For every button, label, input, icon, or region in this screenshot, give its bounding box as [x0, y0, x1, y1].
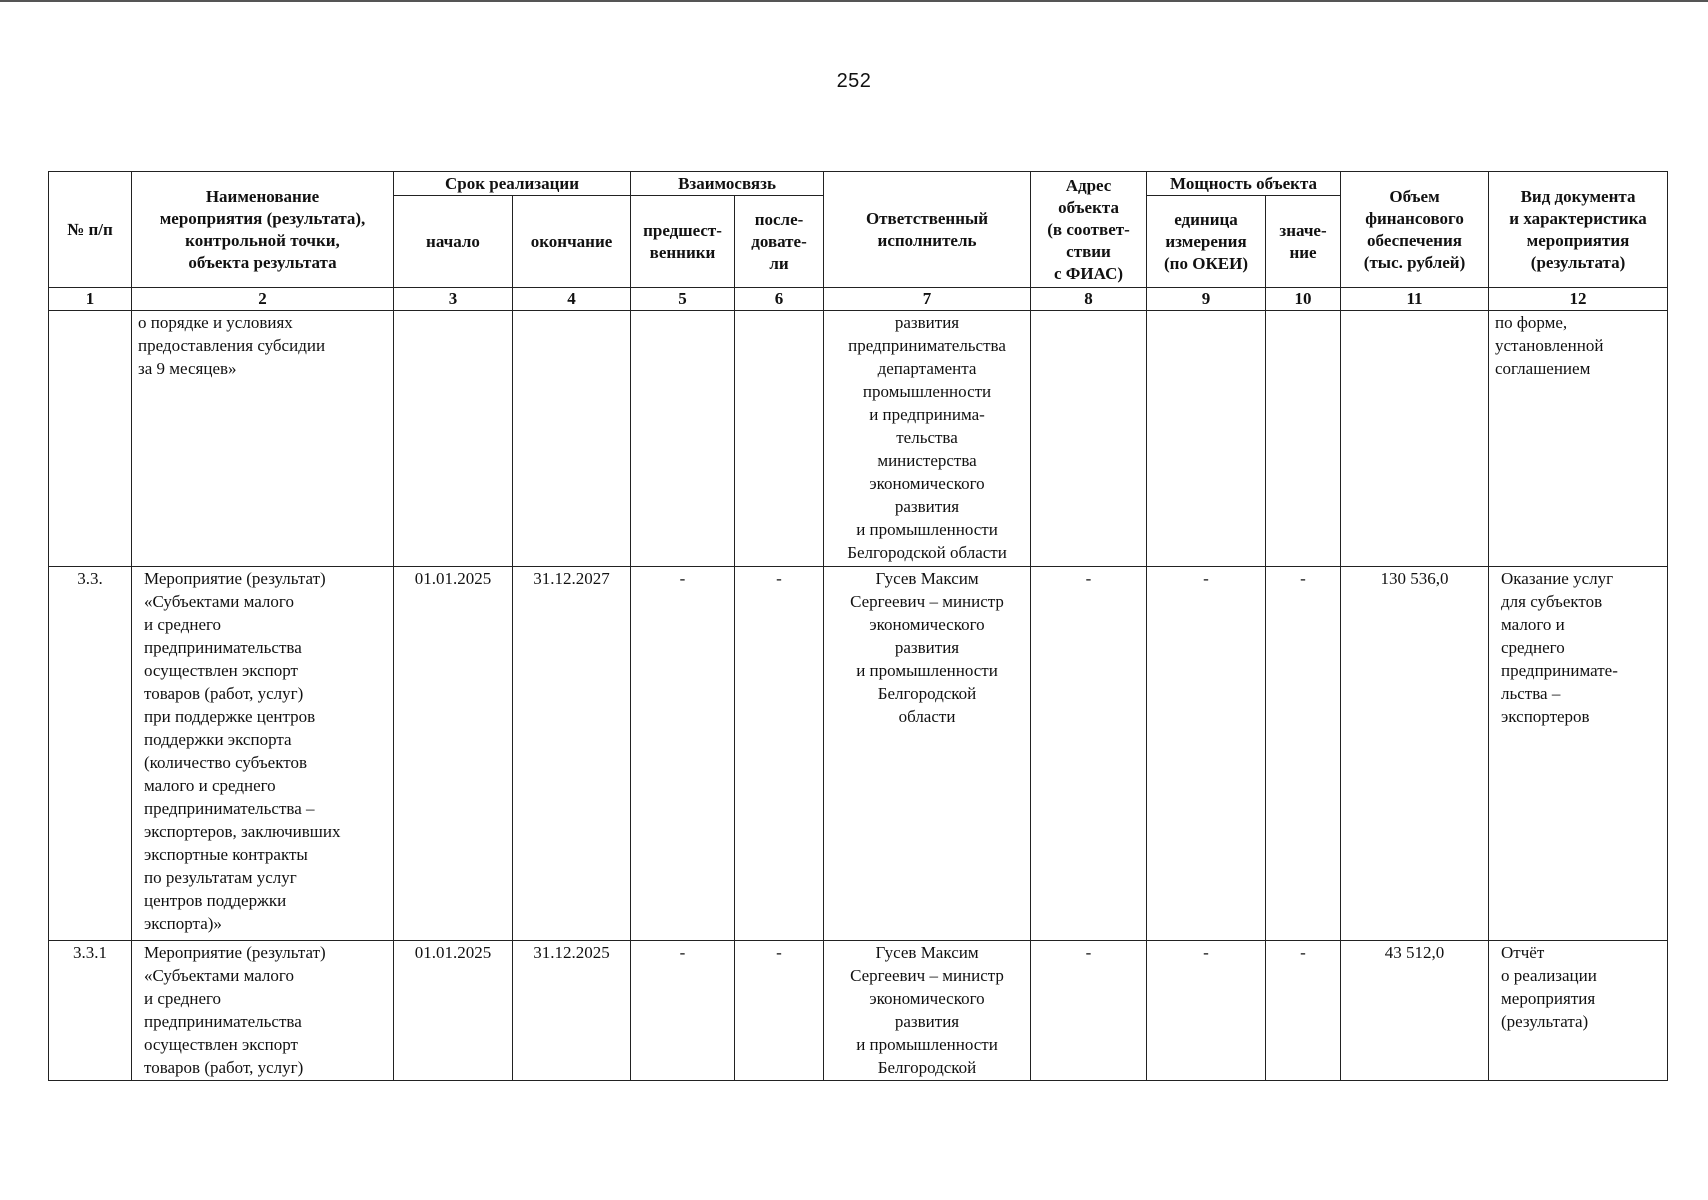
column-number: 4 [513, 288, 631, 311]
column-numbers-row [49, 288, 1668, 311]
row-next [735, 311, 824, 567]
row-finance: 130 536,0 [1341, 567, 1489, 941]
row-name: Мероприятие (результат) «Субъектами малого и среднего предпринимательства осуществлен экспорт товаров (работ, услуг) при поддержке центров поддержки экспорта (количество субъектов малого и среднего предпринимательства – экспортеров, заключивших экспортные контракты по результатам услуг центров поддержки экспорта)» [132, 567, 394, 941]
header-term-start: начало [394, 196, 513, 288]
column-number: 11 [1341, 288, 1489, 311]
header-capacity: Мощность объекта [1147, 172, 1341, 196]
table-header [49, 172, 1668, 311]
header-address: Адрес объекта (в соответ- ствии с ФИАС) [1031, 172, 1147, 288]
header-term: Срок реализации [394, 172, 631, 196]
row-start: 01.01.2025 [394, 941, 513, 1081]
header-link: Взаимосвязь [631, 172, 824, 196]
header-link-prev: предшест- венники [631, 196, 735, 288]
header-name: Наименование мероприятия (результата), контрольной точки, объекта результата [132, 172, 394, 288]
row-next: - [735, 567, 824, 941]
row-finance: 43 512,0 [1341, 941, 1489, 1081]
header-finance: Объем финансового обеспечения (тыс. рублей) [1341, 172, 1489, 288]
row-value: - [1266, 941, 1341, 1081]
row-responsible: развития предпринимательства департамента промышленности и предпринима- тельства министерства экономического развития и промышленности Белгородской области [824, 311, 1031, 567]
row-end: 31.12.2027 [513, 567, 631, 941]
column-number: 3 [394, 288, 513, 311]
row-address: - [1031, 567, 1147, 941]
row-finance [1341, 311, 1489, 567]
top-rule [0, 0, 1708, 2]
row-value: - [1266, 567, 1341, 941]
row-address [1031, 311, 1147, 567]
header-link-next: после- довате- ли [735, 196, 824, 288]
column-number: 5 [631, 288, 735, 311]
table-row [49, 567, 1668, 941]
row-unit [1147, 311, 1266, 567]
row-num [49, 311, 132, 567]
column-number: 8 [1031, 288, 1147, 311]
row-doc: по форме, установленной соглашением [1489, 311, 1668, 567]
row-responsible: Гусев Максим Сергеевич – министр экономического развития и промышленности Белгородской области [824, 567, 1031, 941]
row-num: 3.3. [49, 567, 132, 941]
header-capacity-unit: единица измерения (по ОКЕИ) [1147, 196, 1266, 288]
table-row [49, 941, 1668, 1081]
table-body [49, 311, 1668, 1081]
row-doc: Отчёт о реализации мероприятия (результата) [1489, 941, 1668, 1081]
row-prev: - [631, 941, 735, 1081]
row-value [1266, 311, 1341, 567]
header-num: № п/п [49, 172, 132, 288]
row-name: Мероприятие (результат) «Субъектами малого и среднего предпринимательства осуществлен экспорт товаров (работ, услуг) [132, 941, 394, 1081]
column-number: 6 [735, 288, 824, 311]
table-row [49, 311, 1668, 567]
row-end: 31.12.2025 [513, 941, 631, 1081]
column-number: 12 [1489, 288, 1668, 311]
column-number: 9 [1147, 288, 1266, 311]
header-term-end: окончание [513, 196, 631, 288]
row-num: 3.3.1 [49, 941, 132, 1081]
row-doc: Оказание услуг для субъектов малого и среднего предпринимате- льства – экспортеров [1489, 567, 1668, 941]
header-responsible: Ответственный исполнитель [824, 172, 1031, 288]
page-number: 252 [836, 70, 872, 92]
row-unit: - [1147, 567, 1266, 941]
row-responsible: Гусев Максим Сергеевич – министр экономического развития и промышленности Белгородской [824, 941, 1031, 1081]
row-unit: - [1147, 941, 1266, 1081]
row-prev: - [631, 567, 735, 941]
row-end [513, 311, 631, 567]
plan-table [48, 171, 1668, 1081]
column-number: 7 [824, 288, 1031, 311]
row-prev [631, 311, 735, 567]
column-number: 1 [49, 288, 132, 311]
row-name: о порядке и условиях предоставления субсидии за 9 месяцев» [132, 311, 394, 567]
row-next: - [735, 941, 824, 1081]
header-capacity-value: значе- ние [1266, 196, 1341, 288]
row-start: 01.01.2025 [394, 567, 513, 941]
row-address: - [1031, 941, 1147, 1081]
row-start [394, 311, 513, 567]
column-number: 10 [1266, 288, 1341, 311]
column-number: 2 [132, 288, 394, 311]
header-doc: Вид документа и характеристика мероприятия (результата) [1489, 172, 1668, 288]
